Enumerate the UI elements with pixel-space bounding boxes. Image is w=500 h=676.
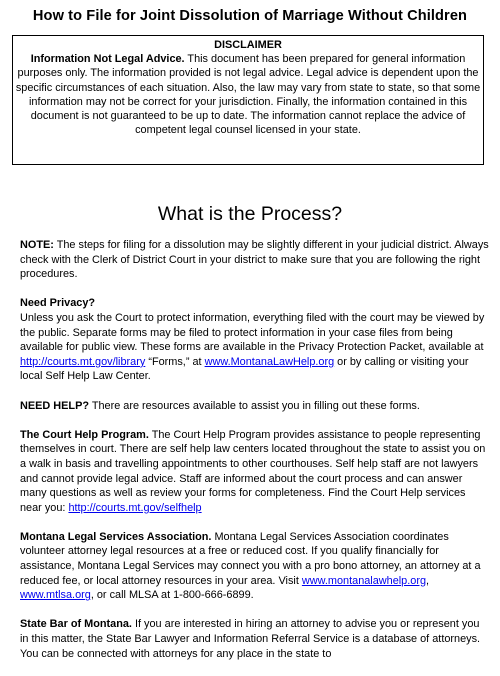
legal-services-text-3: , or call MLSA at 1-800-666-6899. [90,589,254,602]
note-label: NOTE: [20,239,54,251]
legal-services-text-1: Montana Legal Services Association coordinates volunteer attorney legal resources at a free or reduced cost. If you qualify financially for assistance, Montana Legal Services may connect you with a pro bono attorney, an attorney at a reduced fee, or local attorney resources in your area. Visit [20,530,481,587]
selfhelp-link[interactable]: http://courts.mt.gov/selfhelp [68,501,202,514]
legal-services-label: Montana Legal Services Association. [20,530,212,543]
privacy-text-2: “Forms,” at [145,355,205,368]
document-title: How to File for Joint Dissolution of Marriage Without Children [32,8,468,24]
privacy-text-3: or by calling or visiting your local Self Help Law Center. [20,355,469,383]
need-help-paragraph [20,399,490,414]
need-help-text: There are resources available to assist you in filling out these forms. [88,399,420,412]
disclaimer-heading: DISCLAIMER [214,39,282,51]
note-paragraph [20,238,490,282]
state-bar-text: If you are interested in hiring an attorney to advise you or represent you in this matter, the State Bar Lawyer and Information Referral Service is a database of attorneys. You can be connected with attorneys for any place in the state to [20,618,481,660]
court-help-paragraph [20,428,490,516]
privacy-heading: Need Privacy? [20,297,96,310]
state-bar-paragraph [20,617,490,661]
court-help-text: The Court Help Program provides assistance to people representing themselves in court. There are self help law centers located throughout the state to assist you on a walk in basis and travelling appointments to other courthouses. Self help staff are not lawyers and cannot provide legal advice. Staff are informed about the court process and can answer many questions as well as review your forms for completeness. Find the Court Help services near you: [20,428,486,514]
privacy-paragraph [20,296,490,384]
state-bar-label: State Bar of Montana. [20,618,132,631]
disclaimer-subheading: Information Not Legal Advice. [30,53,185,66]
need-help-label: NEED HELP? [20,399,89,412]
legal-services-text-2: , [426,574,430,587]
library-link[interactable]: http://courts.mt.gov/library [20,355,146,368]
disclaimer-box [12,35,484,165]
court-help-label: The Court Help Program. [20,428,149,441]
mtlsa-link[interactable]: www.mtlsa.org [20,589,91,602]
privacy-text-1: Unless you ask the Court to protect information, everything filed with the court may be viewed by the public. Separate forms may be filed to protect information in your case files from being available for public view. These forms are available in the Privacy Protection Packet, available at [20,311,485,354]
montanalawhelp-link[interactable]: www.MontanaLawHelp.org [204,355,335,368]
disclaimer-text: This document has been prepared for general information purposes only. The information provided is not legal advice. Legal advice is dependent upon the specific circumstances of each situation. Also, the law may vary from state to state, so that some information may not be correct for your jurisdiction. Finally, the information contained in this document is not guaranteed to be up to date. The information cannot replace the advice of competent legal counsel licensed in your state. [15,53,481,137]
montanalawhelp-org-link[interactable]: www.montanalawhelp.org [301,574,427,587]
section-heading: What is the Process? [157,203,343,225]
document-body [20,238,490,676]
disclaimer-body [13,52,483,137]
legal-services-paragraph [20,530,490,603]
note-text: The steps for filing for a dissolution may be slightly different in your judicial district. Always check with the Clerk of District Court in your district to make sure that you are following the right procedures. [20,239,489,281]
